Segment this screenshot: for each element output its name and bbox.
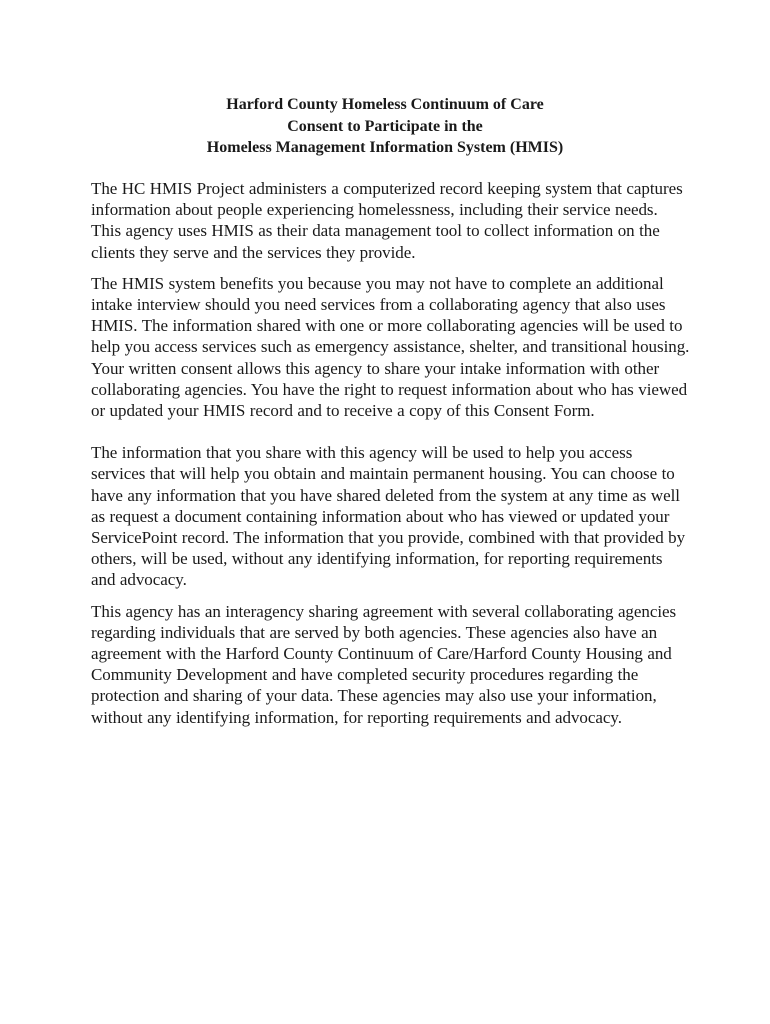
header-subtitle: Consent to Participate in the [287, 117, 483, 135]
paragraph-hmis-benefits: The HMIS system benefits you because you may not have to complete an additional intake interview should you need services from a collaborating agency that also uses HMIS. The information shared with one or more collaborating agencies will be used to help you access services such as emergency assistance, shelter, and transitional housing. Your written consent allows this agency to share your intake information with other collaborating agencies. You have the right to request information about who has viewed or updated your HMIS record and to receive a copy of this Consent Form. [91, 273, 690, 421]
header-system-name: Homeless Management Information System (HMIS) [206, 139, 564, 156]
paragraph-hmis-project: The HC HMIS Project administers a computerized record keeping system that captures information about people experiencing homelessness, including their service needs. This agency uses HMIS as their data management tool to collect information on the clients they serve and the services they provide. [91, 179, 683, 262]
paragraph-sharing-agreement: This agency has an interagency sharing agreement with several collaborating agencies regarding individuals that are served by both agencies. These agencies also have an agreement with the Harford County Continuum of Care/Harford County Housing and Community Development and have completed security procedures regarding the protection and sharing of your data. These agencies may also use your information, without any identifying information, for reporting requirements and advocacy. [91, 601, 677, 727]
paragraph-information-use: The information that you share with this agency will be used to help you access services that will help you obtain and maintain permanent housing. You can choose to have any information that you have shared deleted from the system at any time as well as request a document containing information about who has viewed or updated your ServicePoint record. The information that you provide, combined with that provided by others, will be used, without any identifying information, for reporting requirements and advocacy. [91, 443, 686, 590]
document-header [0, 94, 770, 159]
document-body [91, 178, 691, 728]
header-title: Harford County Homeless Continuum of Care [226, 96, 544, 113]
